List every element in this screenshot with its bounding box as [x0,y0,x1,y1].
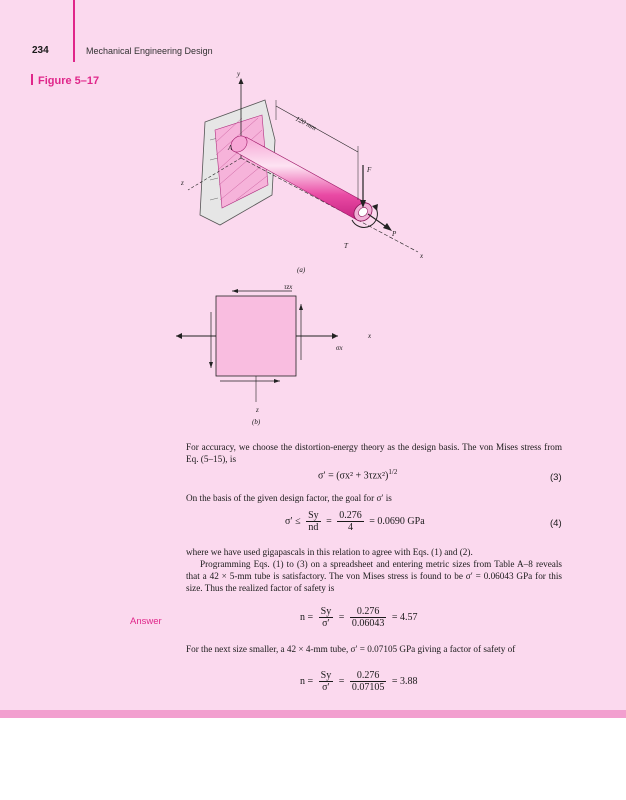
label-z: z [181,179,184,187]
figure-part-b [176,283,372,426]
caption-a: (a) [297,266,306,274]
equation-4-number: (4) [550,518,562,529]
equation-6: n = $\frac{Sy}{\sigma'}$ = $\frac{0.276}{0.07105}$ = 3.88 [300,670,418,693]
label-dimension: 120 mm [294,114,318,133]
eq3-exponent: 1/2 [388,468,398,476]
eq3-body: (σx² + 3τzx²) [336,470,389,482]
caption-b: (b) [252,418,261,426]
label-T: T [344,242,348,250]
eq4-lhs: σ′ ≤ [285,515,301,527]
label-P: P [392,230,397,238]
eq6-fraction-2: $\frac{0.276}{0.07105}$ [351,670,385,693]
eq4-rhs: = 0.0690 GPa [369,515,425,527]
page-bottom-band [0,710,626,718]
label-y: y [237,70,241,78]
eq4-fraction-2: $\frac{0.276}{4}$ [339,510,362,533]
paragraph-4: Programming Eqs. (1) to (3) on a spreadsheet and entering metric sizes from Table A–8 reveals that a 42 × 5-mm tube is satisfactory. The von Mises stress is found to be σ′ = 0.06043 GPa for this size. Thus the realized factor of safety is [186,559,562,593]
label-x-b: x [368,332,372,340]
margin-answer: Answer [130,616,162,627]
label-tau: τzx [284,283,293,291]
paragraph-2: On the basis of the given design factor, the goal for σ′ is [186,493,392,503]
load-P-arrow [368,214,392,231]
paragraph-5: For the next size smaller, a 42 × 4-mm tube, σ′ = 0.07105 GPa giving a factor of safety of [186,644,516,654]
stress-element [216,296,296,376]
load-F-arrow [360,165,366,208]
eq6-lhs: n = [300,675,314,687]
label-F: F [367,166,372,174]
equation-5: n = $\frac{Sy}{\sigma'}$ = $\frac{0.276}{0.06043}$ = 4.57 [300,606,418,629]
running-head: Mechanical Engineering Design [86,46,213,56]
page-number: 234 [32,45,49,56]
eq6-fraction-1: $\frac{Sy}{\sigma'}$ [320,670,332,693]
label-z-b: z [256,406,259,414]
equation-4: σ′ ≤ $\frac{Sy}{nd}$ = $\frac{0.276}{4}$ = 0.0690 GPa [285,510,425,533]
label-sigma: σx [336,344,343,352]
paragraph-3: where we have used gigapascals in this relation to agree with Eqs. (1) and (2). [186,547,473,557]
eq3-lhs: σ′ = [318,470,337,482]
eq5-fraction-2: $\frac{0.276}{0.06043}$ [351,606,385,629]
label-A: A [228,144,233,152]
figure-part-a [180,70,424,274]
eq5-lhs: n = [300,611,314,623]
eq4-fraction-1: $\frac{Sy}{nd}$ [308,510,319,533]
equation-3-number: (3) [550,472,562,483]
equation-3 [318,468,397,481]
paragraph-1: For accuracy, we choose the distortion-energy theory as the design basis. The von Mises stress from Eq. (5–15), is [186,442,562,464]
eq6-rhs: = 3.88 [391,675,418,687]
label-x: x [420,252,424,260]
eq5-fraction-1: $\frac{Sy}{\sigma'}$ [320,606,332,629]
figure-label-text: Figure 5–17 [38,75,100,87]
eq5-rhs: = 4.57 [391,611,418,623]
